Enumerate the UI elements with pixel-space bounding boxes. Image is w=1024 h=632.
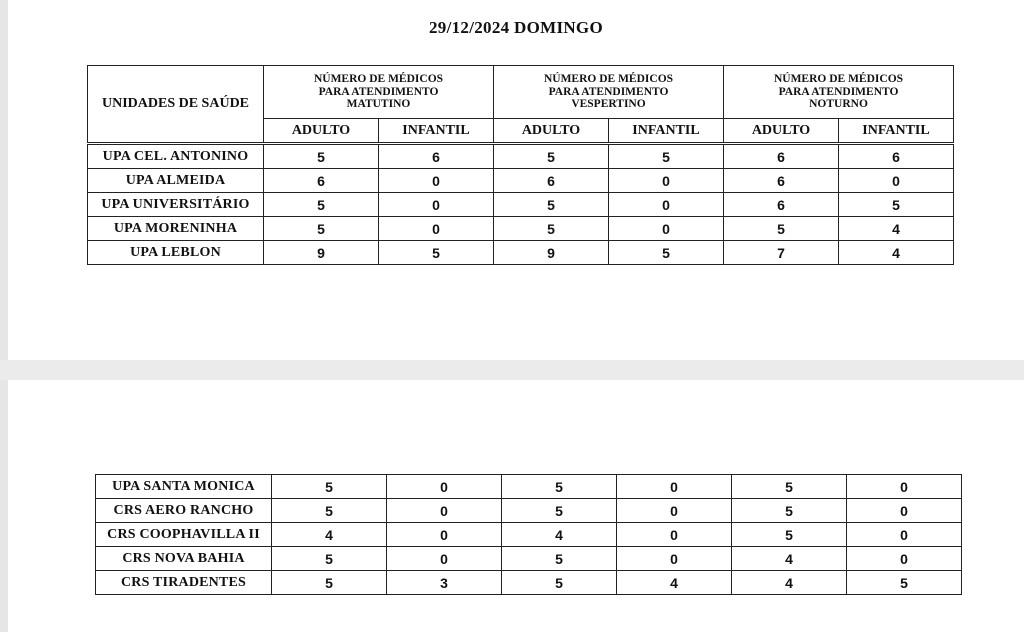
count-cell: 5 (609, 241, 724, 265)
count-cell: 0 (617, 547, 732, 571)
count-cell: 0 (617, 523, 732, 547)
count-cell: 4 (272, 523, 387, 547)
count-cell: 5 (847, 571, 962, 595)
table-row (88, 217, 954, 241)
count-cell: 0 (847, 475, 962, 499)
group-header-line: VESPERTINO (571, 98, 646, 111)
count-cell: 0 (839, 169, 954, 193)
count-cell: 0 (847, 499, 962, 523)
count-cell: 5 (494, 145, 609, 169)
subheader-adulto: ADULTO (264, 119, 379, 143)
count-cell: 5 (732, 475, 847, 499)
count-cell: 5 (502, 571, 617, 595)
group-header-line: PARA ATENDIMENTO (318, 85, 439, 98)
count-cell: 0 (847, 523, 962, 547)
count-cell: 5 (494, 193, 609, 217)
count-cell: 5 (379, 241, 494, 265)
viewer-left-edge (0, 0, 8, 632)
unit-name: UPA ALMEIDA (88, 169, 264, 193)
table-row (96, 571, 962, 595)
unit-column-header: UNIDADES DE SAÚDE (88, 66, 264, 143)
subheader-infantil: INFANTIL (609, 119, 724, 143)
count-cell: 6 (724, 169, 839, 193)
group-header-line: PARA ATENDIMENTO (778, 85, 899, 98)
group-header-line: NÚMERO DE MÉDICOS (773, 73, 904, 86)
page-title: 29/12/2024 DOMINGO (429, 18, 603, 37)
unit-name: CRS AERO RANCHO (96, 499, 272, 523)
table-row (96, 499, 962, 523)
table-row (88, 145, 954, 169)
unit-name: UPA UNIVERSITÁRIO (88, 193, 264, 217)
count-cell: 5 (272, 547, 387, 571)
schedule-table-page-1 (87, 65, 954, 265)
count-cell: 6 (724, 193, 839, 217)
count-cell: 0 (387, 523, 502, 547)
count-cell: 4 (732, 571, 847, 595)
subheader-adulto: ADULTO (724, 119, 839, 143)
count-cell: 0 (387, 475, 502, 499)
page-gap (0, 360, 1024, 380)
count-cell: 0 (387, 547, 502, 571)
count-cell: 6 (379, 145, 494, 169)
subheader-infantil: INFANTIL (379, 119, 494, 143)
count-cell: 4 (839, 217, 954, 241)
unit-name: UPA LEBLON (88, 241, 264, 265)
count-cell: 7 (724, 241, 839, 265)
count-cell: 5 (272, 475, 387, 499)
count-cell: 5 (502, 547, 617, 571)
count-cell: 5 (264, 145, 379, 169)
group-header-matutino (264, 66, 494, 119)
unit-name: UPA SANTA MONICA (96, 475, 272, 499)
count-cell: 6 (724, 145, 839, 169)
count-cell: 5 (724, 217, 839, 241)
group-header-line: NOTURNO (809, 98, 868, 111)
subheader-infantil: INFANTIL (839, 119, 954, 143)
count-cell: 6 (839, 145, 954, 169)
count-cell: 6 (494, 169, 609, 193)
count-cell: 0 (617, 475, 732, 499)
count-cell: 0 (387, 499, 502, 523)
unit-name: CRS TIRADENTES (96, 571, 272, 595)
count-cell: 9 (264, 241, 379, 265)
unit-name: UPA MORENINHA (88, 217, 264, 241)
table-row (88, 169, 954, 193)
subheader-adulto: ADULTO (494, 119, 609, 143)
count-cell: 4 (732, 547, 847, 571)
table-row (96, 475, 962, 499)
count-cell: 0 (609, 193, 724, 217)
count-cell: 5 (264, 193, 379, 217)
count-cell: 0 (379, 217, 494, 241)
schedule-table-page-2 (95, 474, 962, 595)
count-cell: 5 (494, 217, 609, 241)
table-row (96, 547, 962, 571)
unit-name: UPA CEL. ANTONINO (88, 145, 264, 169)
count-cell: 5 (272, 499, 387, 523)
count-cell: 0 (617, 499, 732, 523)
table-row (88, 193, 954, 217)
count-cell: 0 (379, 169, 494, 193)
count-cell: 4 (502, 523, 617, 547)
count-cell: 4 (839, 241, 954, 265)
group-header-vespertino (494, 66, 724, 119)
count-cell: 5 (502, 499, 617, 523)
count-cell: 0 (847, 547, 962, 571)
count-cell: 5 (732, 523, 847, 547)
count-cell: 6 (264, 169, 379, 193)
count-cell: 0 (609, 217, 724, 241)
group-header-line: NÚMERO DE MÉDICOS (313, 73, 444, 86)
count-cell: 0 (379, 193, 494, 217)
table-row (96, 523, 962, 547)
count-cell: 5 (264, 217, 379, 241)
group-header-line: NÚMERO DE MÉDICOS (543, 73, 674, 86)
count-cell: 5 (839, 193, 954, 217)
count-cell: 3 (387, 571, 502, 595)
count-cell: 5 (272, 571, 387, 595)
group-header-line: PARA ATENDIMENTO (548, 85, 669, 98)
count-cell: 0 (609, 169, 724, 193)
unit-name: CRS COOPHAVILLA II (96, 523, 272, 547)
table-row (88, 241, 954, 265)
count-cell: 9 (494, 241, 609, 265)
count-cell: 5 (609, 145, 724, 169)
group-header-noturno (724, 66, 954, 119)
count-cell: 5 (732, 499, 847, 523)
count-cell: 5 (502, 475, 617, 499)
count-cell: 4 (617, 571, 732, 595)
group-header-line: MATUTINO (346, 98, 411, 111)
unit-name: CRS NOVA BAHIA (96, 547, 272, 571)
